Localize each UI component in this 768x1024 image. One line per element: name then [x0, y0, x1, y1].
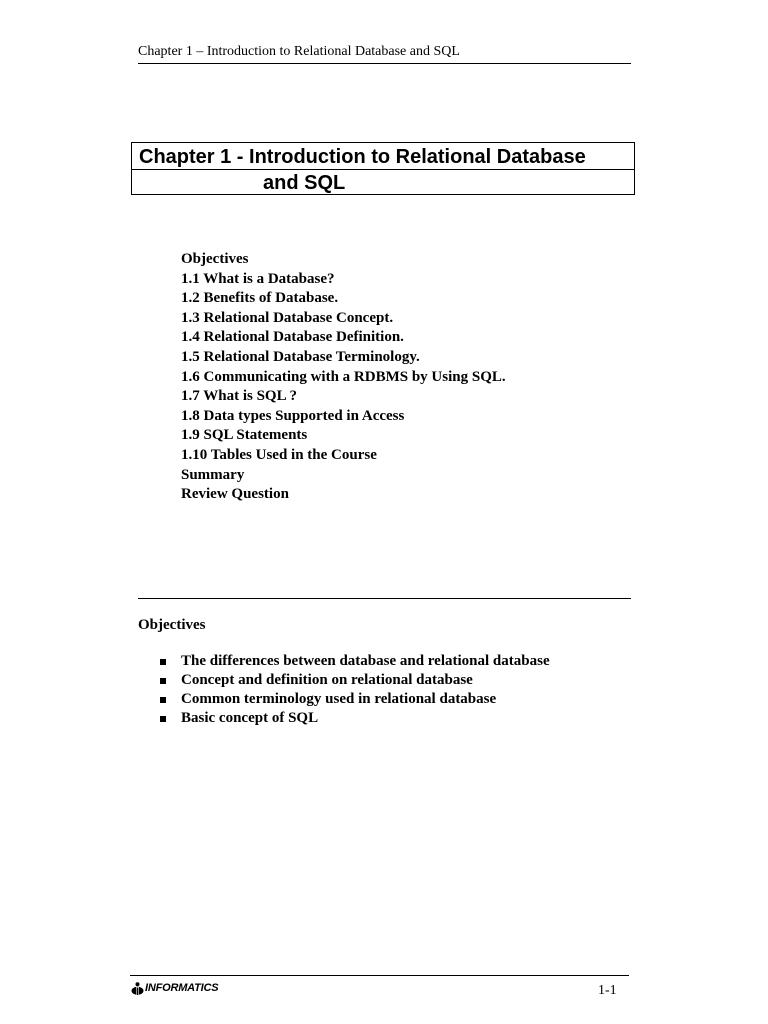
toc-item: 1.1 What is a Database?: [181, 270, 335, 287]
footer-rule: [130, 975, 629, 976]
toc-item: 1.3 Relational Database Concept.: [181, 309, 394, 326]
objective-item: [160, 690, 550, 709]
informatics-logo-icon: [131, 982, 144, 995]
objective-text: Common terminology used in relational database: [181, 691, 497, 707]
objective-item: [160, 652, 550, 671]
header-rule: [138, 63, 631, 64]
objective-text: The differences between database and relational database: [181, 653, 550, 669]
toc-item: 1.6 Communicating with a RDBMS by Using SQL.: [181, 368, 506, 385]
running-header: Chapter 1 – Introduction to Relational Database and SQL: [138, 44, 460, 59]
toc-item: 1.2 Benefits of Database.: [181, 290, 339, 307]
objective-item: [160, 709, 550, 728]
toc-item: 1.9 SQL Statements: [181, 427, 308, 444]
title-box-divider: [132, 169, 634, 170]
toc-item: 1.8 Data types Supported in Access: [181, 407, 405, 424]
informatics-logo: [131, 981, 218, 995]
toc-item: 1.7 What is SQL ?: [181, 388, 298, 405]
toc-item: Review Question: [181, 486, 289, 503]
chapter-title-line-1: Chapter 1 - Introduction to Relational Database: [139, 146, 586, 168]
toc-item: 1.4 Relational Database Definition.: [181, 329, 404, 346]
section-rule: [138, 598, 631, 599]
page-number: 1-1: [598, 983, 617, 998]
toc-item: Objectives: [181, 251, 249, 267]
objective-item: [160, 671, 550, 690]
objectives-heading: Objectives: [138, 617, 206, 633]
toc-item: 1.5 Relational Database Terminology.: [181, 348, 420, 365]
objectives-list: [160, 652, 550, 728]
toc-item: Summary: [181, 466, 245, 483]
square-bullet-icon: [160, 659, 166, 665]
toc-item: 1.10 Tables Used in the Course: [181, 446, 377, 463]
logo-text: INFORMATICS: [145, 982, 219, 994]
objective-text: Basic concept of SQL: [181, 710, 319, 726]
chapter-title-line-2: and SQL: [263, 172, 346, 194]
square-bullet-icon: [160, 697, 166, 703]
objective-text: Concept and definition on relational database: [181, 672, 473, 688]
table-of-contents: [181, 250, 506, 505]
square-bullet-icon: [160, 716, 166, 722]
square-bullet-icon: [160, 678, 166, 684]
chapter-title-box: [131, 142, 635, 195]
